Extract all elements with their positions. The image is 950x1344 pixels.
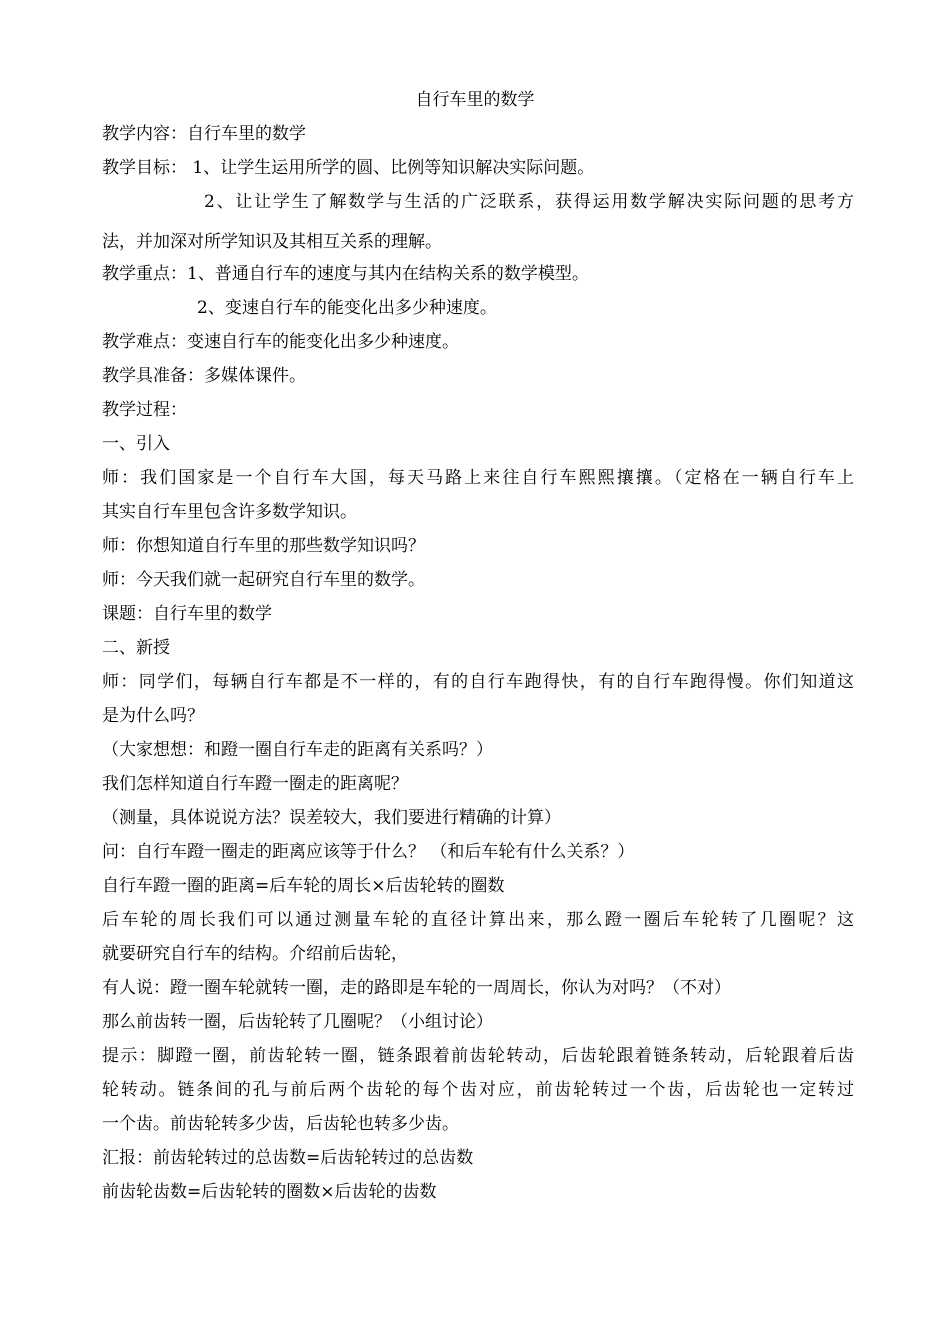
text-line: 提示：脚蹬一圈，前齿轮转一圈，链条跟着前齿轮转动，后齿轮跟着链条转动，后轮跟着后齿 [102,1046,854,1066]
text-line: 我们怎样知道自行车蹬一圈走的距离呢？ [102,774,408,794]
text-line: 轮转动。链条间的孔与前后两个齿轮的每个齿对应，前齿轮转过一个齿，后齿轮也一定转过 [102,1080,854,1100]
text-line: 问：自行车蹬一圈走的距离应该等于什么？ （和后车轮有什么关系？） [102,842,635,862]
text-line: 师：今天我们就一起研究自行车里的数学。 [102,570,425,590]
text-line: 2、变速自行车的能变化出多少种速度。 [197,298,497,318]
text-line: 师：同学们，每辆自行车都是不一样的，有的自行车跑得快，有的自行车跑得慢。你们知道这 [102,672,854,692]
text-line: 教学具准备：多媒体课件。 [102,366,306,386]
text-line: 前齿轮齿数=后齿轮转的圈数×后齿轮的齿数 [102,1182,437,1202]
text-line: 教学过程： [102,400,187,420]
text-line: 教学内容：自行车里的数学 [102,124,306,144]
text-line: 师：我们国家是一个自行车大国，每天马路上来往自行车熙熙攘攘。（定格在一辆自行车上 [102,468,854,488]
text-line: （测量，具体说说方法？误差较大，我们要进行精确的计算） [102,808,561,828]
text-line: （大家想想：和蹬一圈自行车走的距离有关系吗？） [102,740,493,760]
text-line: 2、让让学生了解数学与生活的广泛联系，获得运用数学解决实际问题的思考方 [204,192,854,212]
text-line: 那么前齿转一圈，后齿轮转了几圈呢？（小组讨论） [102,1012,493,1032]
text-line: 课题：自行车里的数学 [102,604,272,624]
text-line: 教学重点：1、普通自行车的速度与其内在结构关系的数学模型。 [102,264,589,284]
text-line: 一、引入 [102,434,170,454]
text-line: 二、新授 [102,638,170,658]
text-line: 其实自行车里包含许多数学知识。 [102,502,357,522]
document-body [102,122,854,1214]
text-line: 汇报：前齿轮转过的总齿数=后齿轮转过的总齿数 [102,1148,474,1168]
text-line: 是为什么吗？ [102,706,204,726]
text-line: 法，并加深对所学知识及其相互关系的理解。 [102,232,442,252]
text-line: 教学难点：变速自行车的能变化出多少种速度。 [102,332,459,352]
text-line: 有人说：蹬一圈车轮就转一圈，走的路即是车轮的一周周长，你认为对吗？（不对） [102,978,731,998]
document-title: 自行车里的数学 [415,90,535,110]
text-line: 师：你想知道自行车里的那些数学知识吗？ [102,536,425,556]
text-line: 后车轮的周长我们可以通过测量车轮的直径计算出来，那么蹬一圈后车轮转了几圈呢？这 [102,910,854,930]
text-line: 自行车蹬一圈的距离=后车轮的周长×后齿轮转的圈数 [102,876,505,896]
text-line: 教学目标： 1、让学生运用所学的圆、比例等知识解决实际问题。 [102,158,595,178]
text-line: 就要研究自行车的结构。介绍前后齿轮， [102,944,408,964]
text-line: 一个齿。前齿轮转多少齿，后齿轮也转多少齿。 [102,1114,459,1134]
